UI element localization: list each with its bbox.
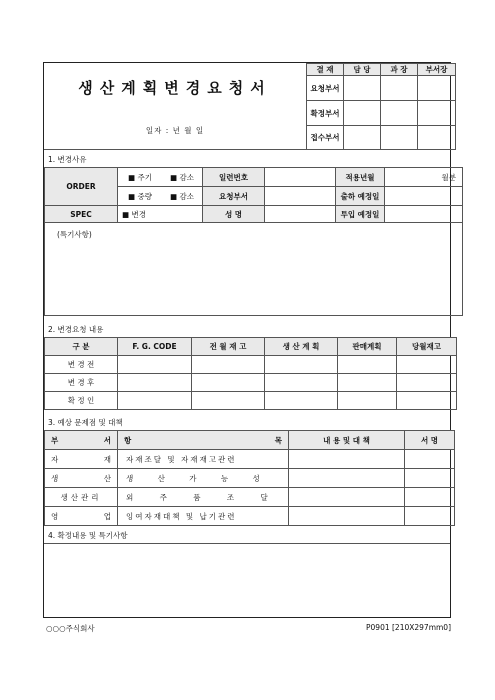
confirm-notes-area[interactable] <box>44 543 450 618</box>
col-prev-stock: 전 월 재 고 <box>192 338 265 356</box>
special-notes[interactable]: (특기사항) <box>45 223 463 316</box>
apply-month-unit[interactable]: 월분 <box>385 168 463 187</box>
name-label: 성 명 <box>203 206 265 223</box>
col-measures: 내 용 및 대 책 <box>289 431 405 450</box>
company-name: ○○○주식회사 <box>46 624 95 633</box>
request-dept-label: 요청부서 <box>307 76 344 101</box>
option-change[interactable]: ■ 변경 <box>118 206 203 223</box>
table-row <box>45 356 457 374</box>
input-date-value[interactable] <box>385 206 463 223</box>
option-decrease[interactable]: ■ 감소 <box>162 168 203 187</box>
col-division: 구 분 <box>45 338 118 356</box>
col-fg-code: F. G. CODE <box>118 338 192 356</box>
form-title: 생산계획변경요청서 <box>78 79 272 97</box>
sign-cell[interactable] <box>418 101 456 126</box>
table-row <box>45 488 455 507</box>
section3-title: 3. 예상 문제점 및 대책 <box>48 418 123 427</box>
reason-table <box>44 167 463 316</box>
table-row <box>45 374 457 392</box>
col-production: 생 산 계 획 <box>265 338 338 356</box>
col-sign: 서 명 <box>405 431 455 450</box>
receive-dept-label: 접수부서 <box>307 126 344 150</box>
option-weight[interactable]: ■ 중량 <box>118 187 163 206</box>
section4-title: 4. 확정내용 및 특기사항 <box>48 531 128 540</box>
approval-staff: 담 당 <box>344 64 381 76</box>
sign-cell[interactable] <box>418 76 456 101</box>
section2-title: 2. 변경요청 내용 <box>48 325 104 334</box>
item-label: 외 주 품 조 달 <box>118 488 289 507</box>
dept-label: 생산관리 <box>45 488 118 507</box>
input-date-label: 투입 예정일 <box>336 206 385 223</box>
section1-title: 1. 변경사유 <box>48 155 87 164</box>
table-row: 자 재 자재조달 및 자재재고관련 <box>45 450 455 469</box>
apply-month-label: 적용년월 <box>336 168 385 187</box>
sign-cell[interactable] <box>381 126 418 150</box>
sign-cell[interactable] <box>344 76 381 101</box>
serial-label: 일련번호 <box>203 168 265 187</box>
item-label: 자재조달 및 자재재고관련 <box>118 450 289 469</box>
approval-label: 결 재 <box>307 64 344 76</box>
serial-value[interactable] <box>265 168 336 187</box>
table-row: 생 산 생 산 가 능 성 <box>45 469 455 488</box>
col-month-stock: 당월재고 <box>397 338 457 356</box>
row-label: 확 정 인 <box>45 392 118 410</box>
approval-table <box>306 63 456 150</box>
issues-table <box>44 430 455 526</box>
approval-head: 부서장 <box>418 64 456 76</box>
sign-cell[interactable] <box>381 76 418 101</box>
spec-label: SPEC <box>45 206 118 223</box>
item-label: 잉여자재대책 및 납기관련 <box>118 507 289 526</box>
option-cycle[interactable]: ■ 주기 <box>118 168 163 187</box>
request-dept-field-label: 요청부서 <box>203 187 265 206</box>
date-line: 일자 : 년 월 일 <box>145 126 205 135</box>
item-label: 생 산 가 능 성 <box>118 469 289 488</box>
approval-manager: 과 장 <box>381 64 418 76</box>
row-label: 변 경 후 <box>45 374 118 392</box>
col-sales: 판매계획 <box>338 338 397 356</box>
name-value[interactable] <box>265 206 336 223</box>
form-code: P0901 [210X297mm0] <box>366 623 451 632</box>
ship-date-value[interactable] <box>385 187 463 206</box>
col-item-b: 목 <box>274 435 282 445</box>
row-label: 변 경 전 <box>45 356 118 374</box>
order-label: ORDER <box>45 168 118 206</box>
col-dept-b: 서 <box>103 435 111 445</box>
change-table <box>44 337 457 410</box>
col-item-a: 항 <box>124 435 132 445</box>
sign-cell[interactable] <box>344 126 381 150</box>
col-dept-a: 부 <box>51 435 59 445</box>
form-frame <box>43 62 456 618</box>
sign-cell[interactable] <box>344 101 381 126</box>
table-row <box>45 392 457 410</box>
request-dept-value[interactable] <box>265 187 336 206</box>
ship-date-label: 출하 예정일 <box>336 187 385 206</box>
option-decrease-2[interactable]: ■ 감소 <box>162 187 203 206</box>
confirm-dept-label: 확정부서 <box>307 101 344 126</box>
sign-cell[interactable] <box>381 101 418 126</box>
table-row: 영 업 잉여자재대책 및 납기관련 <box>45 507 455 526</box>
sign-cell[interactable] <box>418 126 456 150</box>
